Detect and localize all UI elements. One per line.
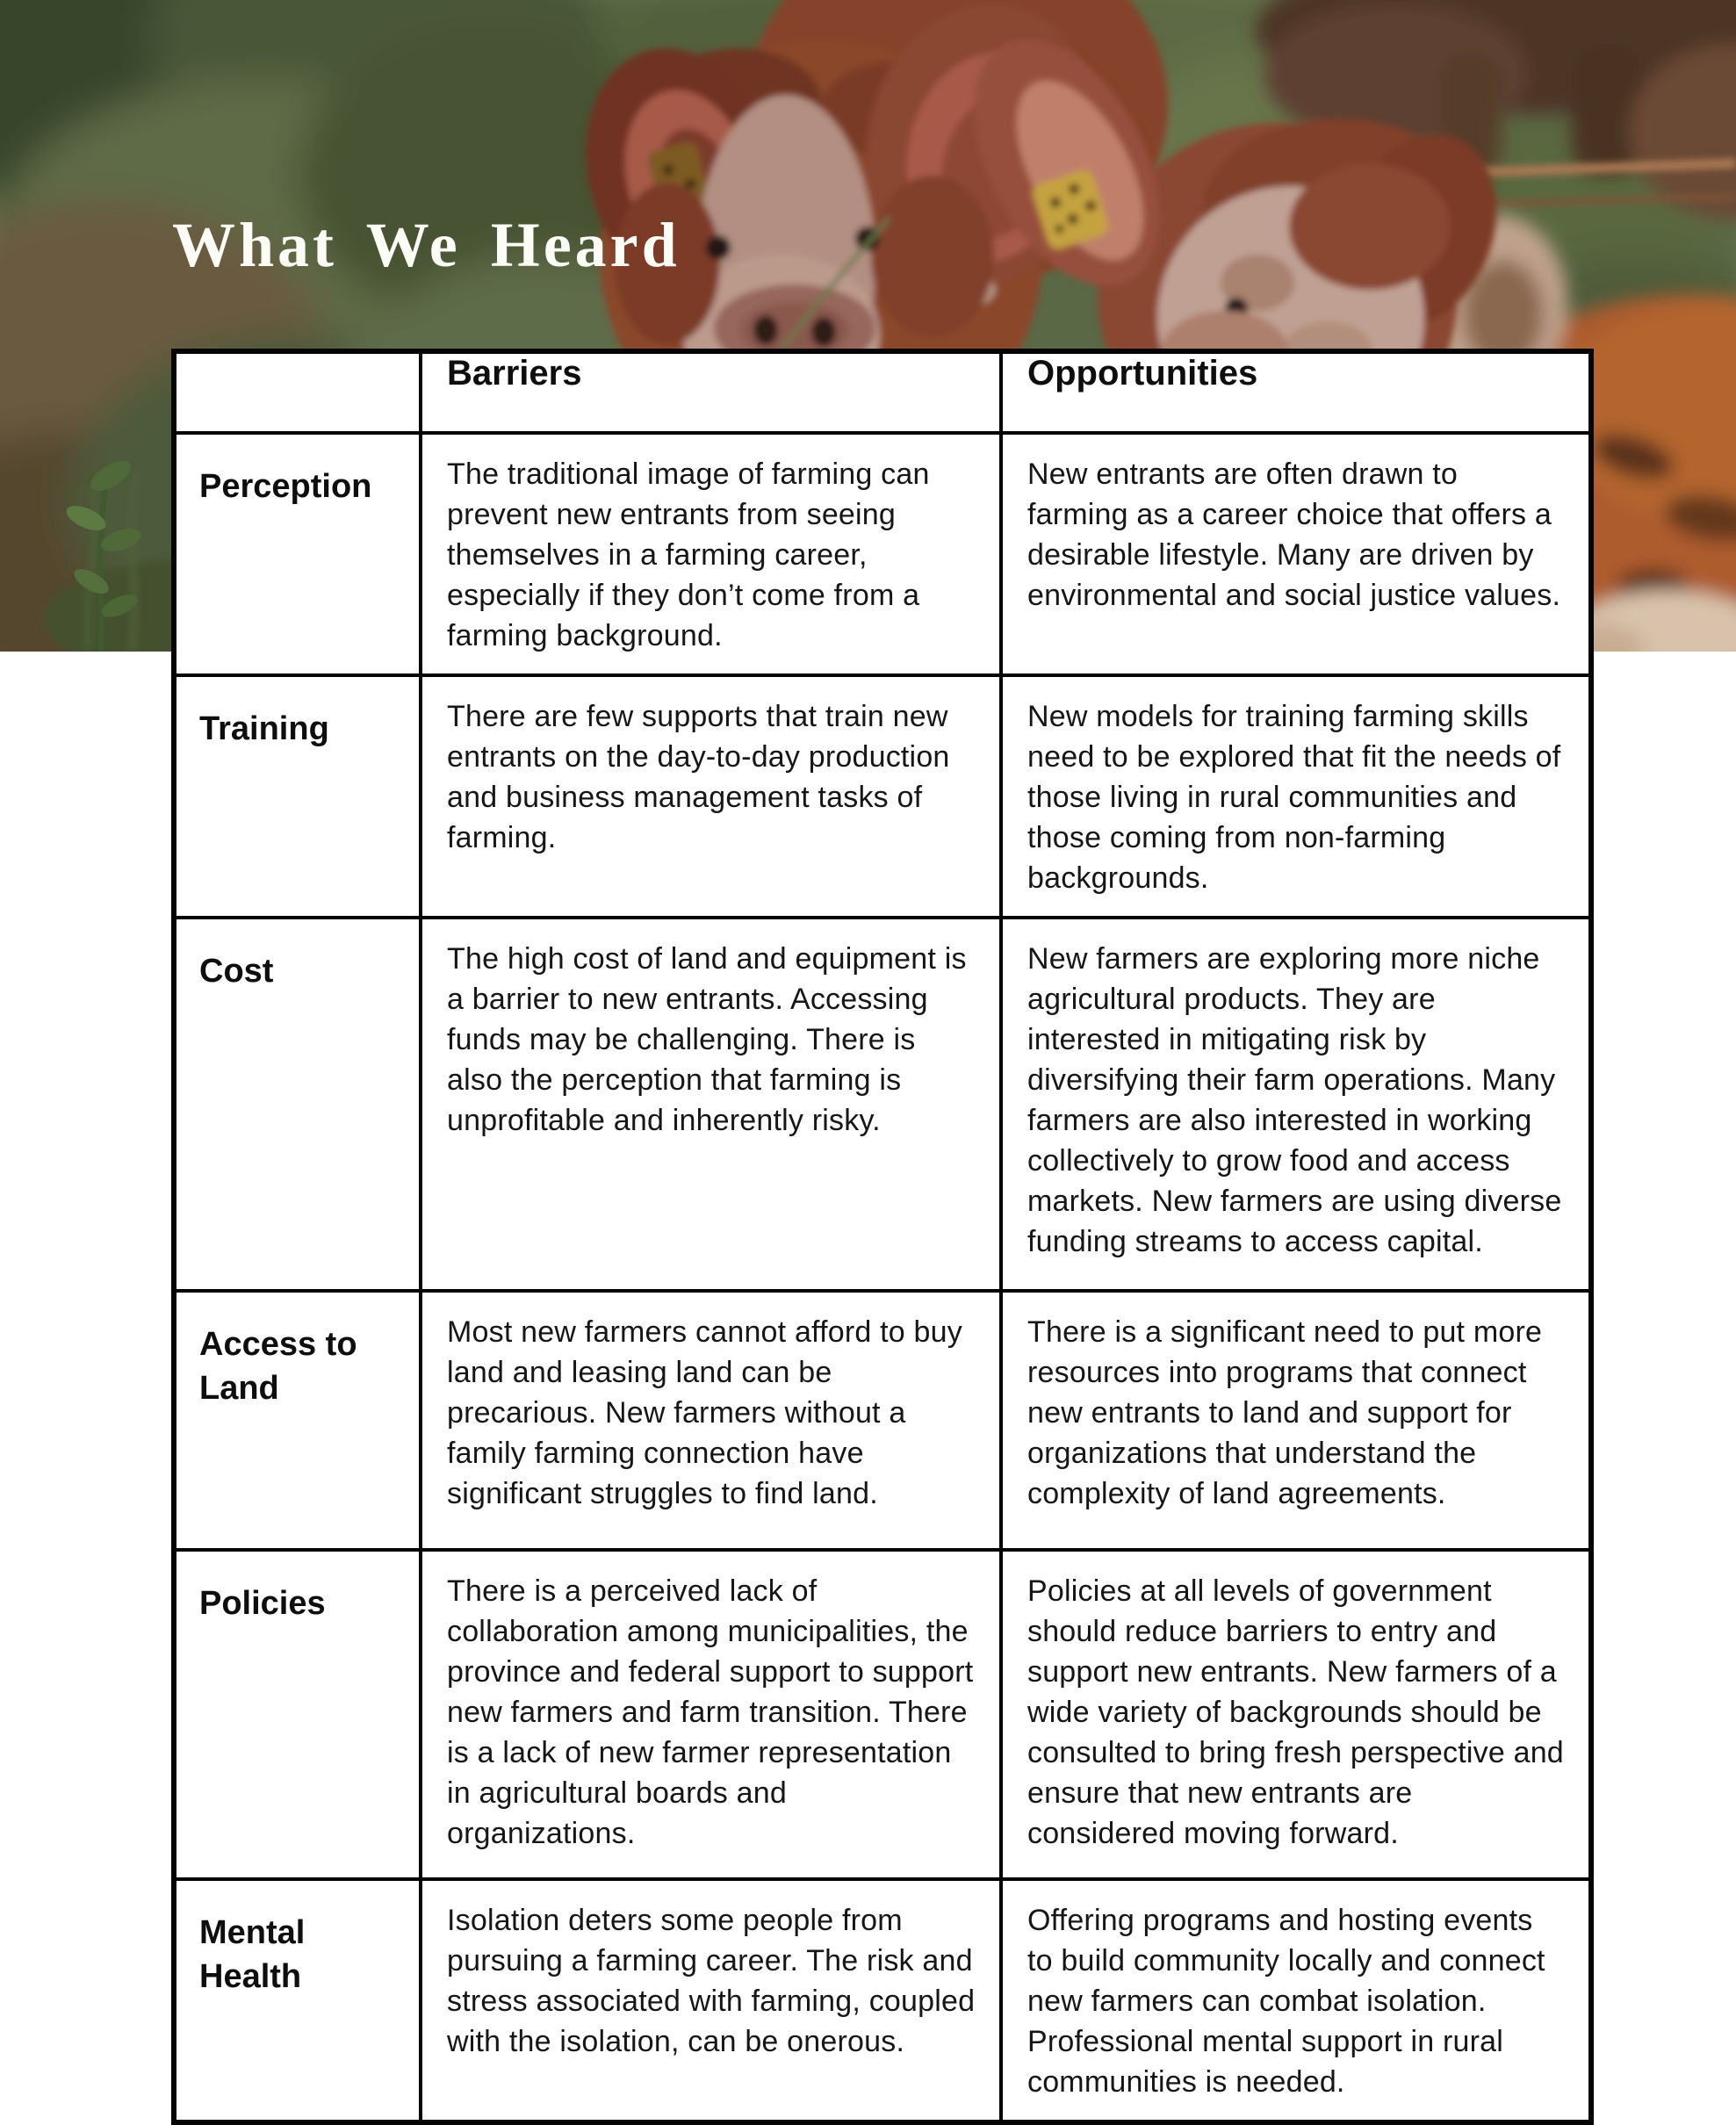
opportunities-cell: There is a significant need to put more resources into programs that connect new entrants to land and support for organizations that understand the complexity of land agreements. [1001, 1291, 1591, 1550]
row-label: Access to Land [174, 1291, 421, 1550]
table-row-training [174, 675, 1591, 918]
column-header-barriers: Barriers [421, 351, 1001, 433]
row-label: Training [174, 675, 421, 918]
barriers-cell: There are few supports that train new entrants on the day-to-day production and business management tasks of farming. [421, 675, 1001, 918]
opportunities-cell: New farmers are exploring more niche agricultural products. They are interested in mitigating risk by diversifying their farm operations. Many farmers are also interested in working collectively to grow food and access markets. New farmers are using diverse funding streams to access capital. [1001, 918, 1591, 1291]
row-label: Perception [174, 433, 421, 675]
what-we-heard-table [171, 349, 1594, 2125]
barriers-cell: Isolation deters some people from pursuing a farming career. The risk and stress associated with farming, coupled with the isolation, can be onerous. [421, 1879, 1001, 2122]
table-row-policies [174, 1550, 1591, 1879]
opportunities-cell: New entrants are often drawn to farming as a career choice that offers a desirable lifestyle. Many are driven by environmental and social justice values. [1001, 433, 1591, 675]
opportunities-cell: Offering programs and hosting events to build community locally and connect new farmers can combat isolation. Professional mental support in rural communities is needed. [1001, 1879, 1591, 2122]
column-header-opportunities: Opportunities [1001, 351, 1591, 433]
table-row-access-to-land [174, 1291, 1591, 1550]
corner-cell [174, 351, 421, 433]
row-label: Policies [174, 1550, 421, 1879]
table-row-mental-health [174, 1879, 1591, 2122]
header-row [174, 351, 1591, 433]
row-label: Cost [174, 918, 421, 1291]
row-label: Mental Health [174, 1879, 421, 2122]
barriers-cell: Most new farmers cannot afford to buy land and leasing land can be precarious. New farmers without a family farming connection have significant struggles to find land. [421, 1291, 1001, 1550]
barriers-cell: There is a perceived lack of collaboration among municipalities, the province and federal support to support new farmers and farm transition. There is a lack of new farmer representation in agricultural boards and organizations. [421, 1550, 1001, 1879]
opportunities-cell: Policies at all levels of government should reduce barriers to entry and support new entrants. New farmers of a wide variety of backgrounds should be consulted to bring fresh perspective and ensure that new entrants are considered moving forward. [1001, 1550, 1591, 1879]
table-row-perception [174, 433, 1591, 675]
barriers-cell: The traditional image of farming can prevent new entrants from seeing themselves in a farming career, especially if they don’t come from a farming background. [421, 433, 1001, 675]
table-row-cost [174, 918, 1591, 1291]
page-title: What We Heard [172, 210, 681, 280]
barriers-cell: The high cost of land and equipment is a barrier to new entrants. Accessing funds may be challenging. There is also the perception that farming is unprofitable and inherently risky. [421, 918, 1001, 1291]
opportunities-cell: New models for training farming skills need to be explored that fit the needs of those living in rural communities and those coming from non-farming backgrounds. [1001, 675, 1591, 918]
